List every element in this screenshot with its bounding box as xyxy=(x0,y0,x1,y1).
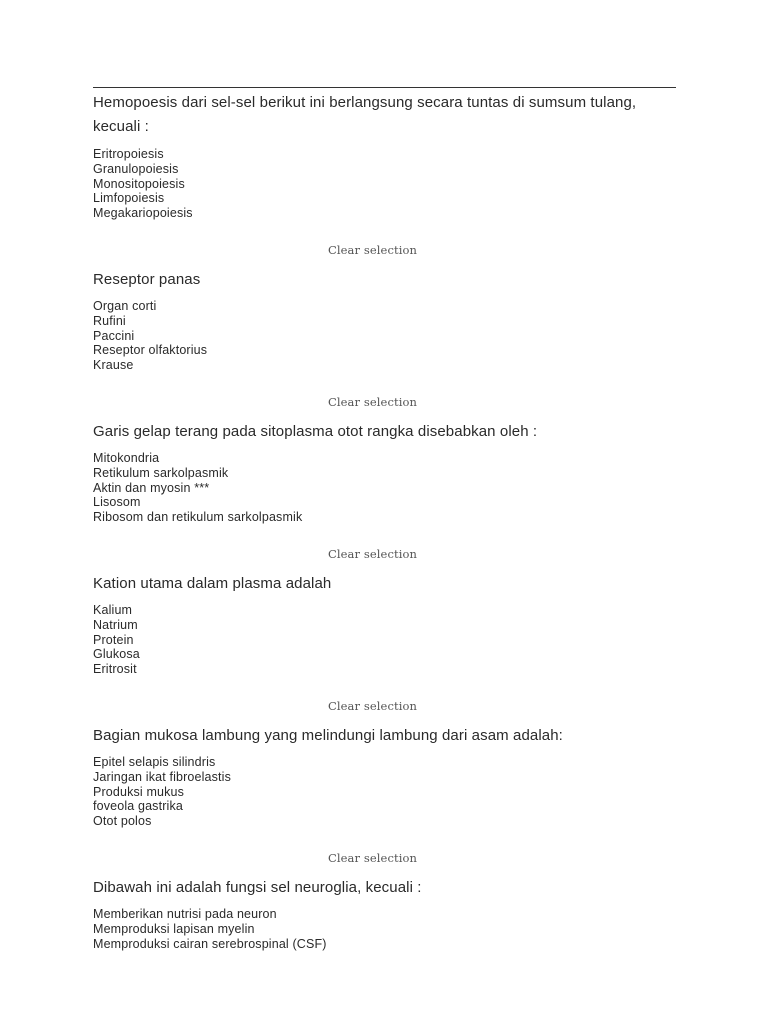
option[interactable]: Glukosa xyxy=(93,647,140,662)
option-list xyxy=(93,299,676,373)
clear-selection-row xyxy=(93,697,676,712)
question-title: Bagian mukosa lambung yang melindungi lambung dari asam adalah: xyxy=(93,726,563,744)
option-list xyxy=(93,907,676,951)
option[interactable]: Organ corti xyxy=(93,298,157,313)
clear-selection-row xyxy=(93,241,676,256)
option[interactable]: foveola gastrika xyxy=(93,799,183,814)
top-divider xyxy=(93,87,676,88)
option[interactable]: Paccini xyxy=(93,328,135,343)
option[interactable]: Krause xyxy=(93,358,134,373)
option[interactable]: Natrium xyxy=(93,617,138,632)
option[interactable]: Epitel selapis silindris xyxy=(93,754,216,769)
clear-selection-link[interactable]: Clear selection xyxy=(327,394,418,409)
option-list xyxy=(93,451,676,525)
question-title: Kation utama dalam plasma adalah xyxy=(93,574,332,592)
question-4 xyxy=(93,573,676,712)
option[interactable]: Protein xyxy=(93,632,134,647)
option[interactable]: Jaringan ikat fibroelastis xyxy=(93,769,231,784)
option[interactable]: Otot polos xyxy=(93,814,152,829)
clear-selection-row xyxy=(93,393,676,408)
question-title: Reseptor panas xyxy=(93,270,201,288)
option[interactable]: Memproduksi cairan serebrospinal (CSF) xyxy=(93,936,327,951)
option-list xyxy=(93,147,676,221)
option[interactable]: Eritropoiesis xyxy=(93,147,164,161)
option[interactable]: Eritrosit xyxy=(93,662,137,677)
option-list xyxy=(93,603,676,677)
option[interactable]: Ribosom dan retikulum sarkolpasmik xyxy=(93,510,303,525)
clear-selection-link[interactable]: Clear selection xyxy=(327,850,418,865)
option[interactable]: Produksi mukus xyxy=(93,784,185,799)
clear-selection-row xyxy=(93,849,676,864)
option[interactable]: Reseptor olfaktorius xyxy=(93,343,208,358)
option[interactable]: Aktin dan myosin *** xyxy=(93,480,210,495)
question-1 xyxy=(93,91,676,256)
question-5 xyxy=(93,725,676,864)
option[interactable]: Memberikan nutrisi pada neuron xyxy=(93,906,277,921)
option[interactable]: Kalium xyxy=(93,602,133,617)
option[interactable]: Lisosom xyxy=(93,495,141,510)
question-title: Garis gelap terang pada sitoplasma otot rangka disebabkan oleh : xyxy=(93,422,538,440)
clear-selection-link[interactable]: Clear selection xyxy=(327,242,418,257)
option[interactable]: Retikulum sarkolpasmik xyxy=(93,465,229,480)
clear-selection-link[interactable]: Clear selection xyxy=(327,546,418,561)
question-title: Hemopoesis dari sel-sel berikut ini berlangsung secara tuntas di sumsum tulang, kecuali : xyxy=(93,94,637,135)
quiz-page xyxy=(93,87,676,951)
question-title: Dibawah ini adalah fungsi sel neuroglia, kecuali : xyxy=(93,878,422,896)
option[interactable]: Monositopoiesis xyxy=(93,176,185,191)
option[interactable]: Mitokondria xyxy=(93,450,160,465)
question-3 xyxy=(93,421,676,560)
option[interactable]: Megakariopoiesis xyxy=(93,206,193,221)
question-2 xyxy=(93,269,676,408)
option-list xyxy=(93,755,676,829)
option[interactable]: Rufini xyxy=(93,313,126,328)
option[interactable]: Memproduksi lapisan myelin xyxy=(93,921,255,936)
clear-selection-row xyxy=(93,545,676,560)
question-6 xyxy=(93,877,676,951)
option[interactable]: Limfopoiesis xyxy=(93,191,165,206)
clear-selection-link[interactable]: Clear selection xyxy=(327,698,418,713)
option[interactable]: Granulopoiesis xyxy=(93,161,179,176)
